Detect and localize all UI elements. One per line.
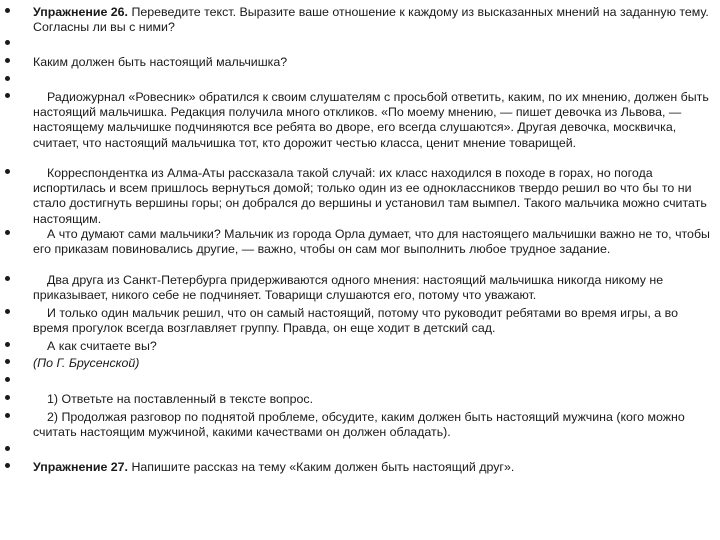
bullet-icon [5, 309, 10, 314]
bullet-icon [5, 359, 10, 364]
bullet-icon [5, 8, 10, 13]
article-paragraph: А что думают сами мальчики? Мальчик из города Орла думает, что для настоящего мальчишки важно не то, чтобы его приказам повиновались другие, — важно, чтобы он сам мог выполнить любое трудное задание. [33, 227, 710, 257]
bullet-icon [5, 58, 10, 63]
bullet-icon [5, 76, 10, 81]
bullet-icon [5, 93, 10, 98]
article-paragraph: Корреспондентка из Алма-Аты рассказала такой случай: их класс находился в походе в горах, но погода испортилась и всем пришлось вернуться домой; только один из ее одноклассников твердо решил во что бы то ни стало достигнуть вершины горы; он добрался до вершины и установил там вымпел. Такого мальчика можно считать настоящим. [33, 166, 707, 226]
exercise-27-title: Упражнение 27. [33, 460, 128, 474]
article-paragraph: А как считаете вы? [47, 339, 157, 353]
article-source: (По Г. Брусенской) [33, 356, 140, 370]
bullet-icon [5, 169, 10, 174]
article-paragraph: Радиожурнал «Ровесник» обратился к своим слушателям с просьбой ответить, каким, по их мнению, должен быть настоящий мальчишка. Редакция получила много откликов. «По моему мнению, — пишет девочка из Львова, — настоящему мальчишке подчиняются все ребята во дворе, его всегда слушаются». Другая девочка, москвичка, считает, что настоящий мальчишка тот, кто дорожит честью класса, ценит мнение товарищей. [33, 90, 709, 150]
exercise-26-title: Упражнение 26. [33, 5, 128, 19]
bullet-icon [5, 40, 10, 45]
article-heading: Каким должен быть настоящий мальчишка? [33, 55, 288, 69]
bullet-icon [5, 276, 10, 281]
task-item: 1) Ответьте на поставленный в тексте вопрос. [47, 392, 314, 406]
task-item: 2) Продолжая разговор по поднятой проблеме, обсудите, каким должен быть настоящий мужчина (кого можно считать настоящим мужчиной, какими качествами он должен обладать). [33, 410, 685, 440]
bullet-icon [5, 377, 10, 382]
bullet-icon [5, 446, 10, 451]
bullet-icon [5, 342, 10, 347]
article-paragraph: Два друга из Санкт-Петербурга придерживаются одного мнения: настоящий мальчишка никогда никому не приказывает, никого себе не подчиняет. Товарищи слушаются его, потому что уважают. [33, 273, 664, 303]
bullet-icon [5, 395, 10, 400]
bullet-icon [5, 413, 10, 418]
exercise-27-instruction: Напишите рассказ на тему «Каким должен быть настоящий друг». [128, 460, 515, 474]
exercise-26-header [33, 5, 716, 35]
exercise-26-instruction: Переведите текст. Выразите ваше отношение к каждому из высказанных мнений на заданную тему. Согласны ли вы с ними? [33, 5, 709, 35]
bullet-icon [5, 463, 10, 468]
article-paragraph: И только один мальчик решил, что он самый настоящий, потому что руководит ребятами во время игры, а во время прогулок всегда возглавляет группу. Правда, он еще ходит в детский сад. [33, 306, 678, 336]
bullet-icon [5, 230, 10, 235]
exercise-27-header [33, 460, 716, 475]
